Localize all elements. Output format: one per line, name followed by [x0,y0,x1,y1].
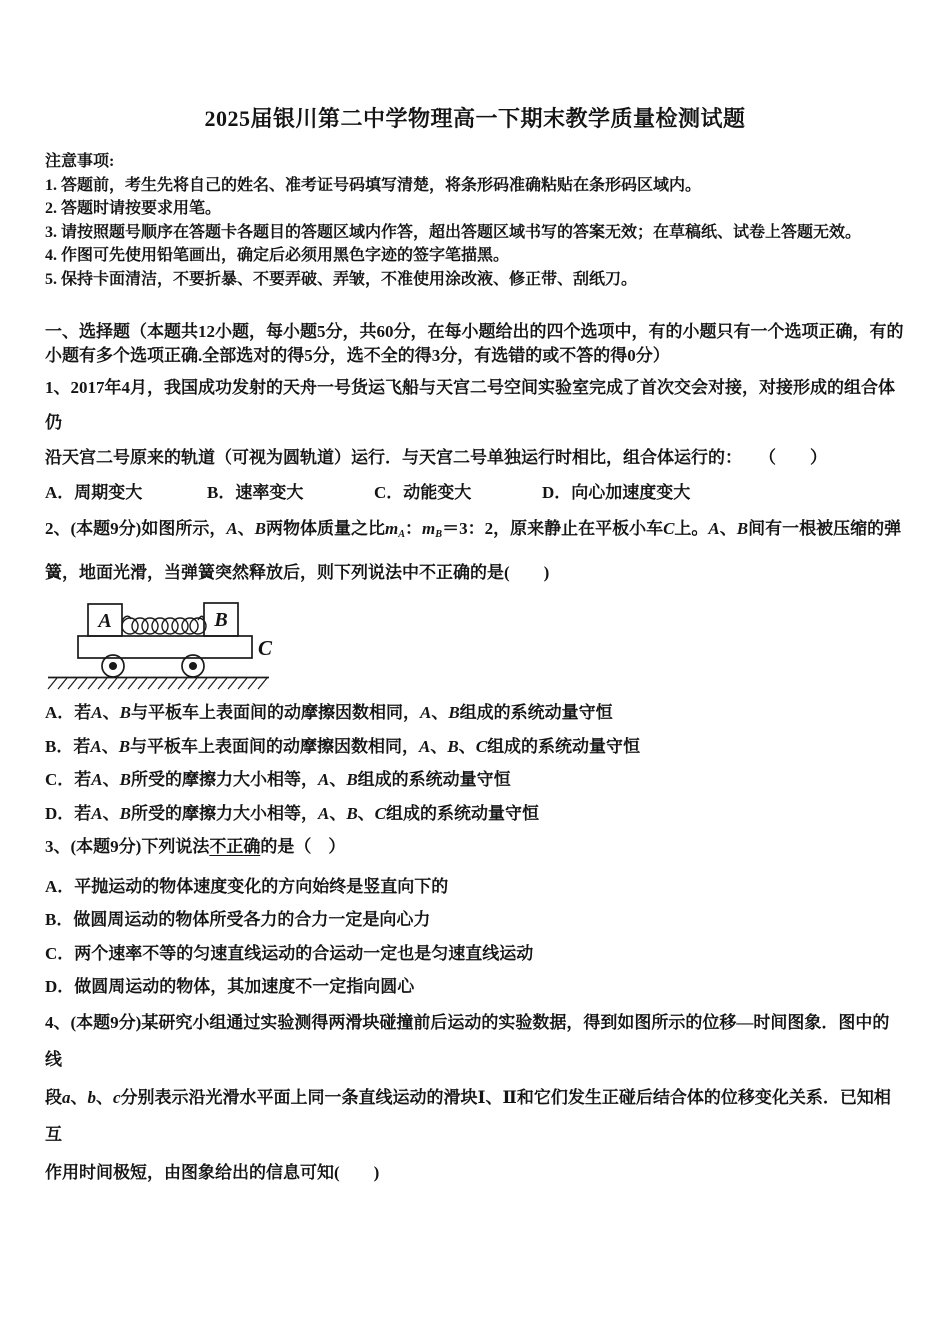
q2-option-b: B．若A、B与平板车上表面间的动摩擦因数相同，A、B、C组成的系统动量守恒 [45,736,641,756]
notice-item-5: 5. 保持卡面清洁，不要折暴、不要弄破、弄皱，不准使用涂改液、修正带、刮纸刀。 [45,270,638,288]
q4-text-line-2: 段a、b、c分别表示沿光滑水平面上同一条直线运动的滑块Ⅰ、Ⅱ和它们发生正碰后结合体的位移变化关系．已知相互 [45,1087,891,1145]
q2-option-a: A．若A、B与平板车上表面间的动摩擦因数相同，A、B组成的系统动量守恒 [45,703,613,723]
q3-option-d: D．做圆周运动的物体，其加速度不一定指向圆心 [45,977,415,997]
question-3 [45,830,905,1004]
q1-text-line-1: 1、2017年4月，我国成功发射的天舟一号货运飞船与天宫二号空间实验室完成了首次交会对接，对接形成的组合体仍 [45,378,895,432]
cart-body [78,636,252,658]
q2-options [45,696,905,830]
q3-option-a: A．平抛运动的物体速度变化的方向始终是竖直向下的 [45,876,449,896]
page-title: 2025届银川第二中学物理高一下期末教学质量检测试题 [204,106,746,131]
cart-c-label: C [258,636,273,661]
q2-option-c: C．若A、B所受的摩擦力大小相等，A、B组成的系统动量守恒 [45,770,511,790]
q3-option-b: B．做圆周运动的物体所受各力的合力一定是向心力 [45,910,431,930]
wheel-left-axle [110,663,116,669]
cart-spring-diagram [45,596,285,692]
notice-item-3: 3. 请按照题号顺序在答题卡各题目的答题区域内作答，超出答题区域书写的答案无效；在草稿纸、试卷上答题无效。 [45,223,862,241]
q2-option-d: D．若A、B所受的摩擦力大小相等，A、B、C组成的系统动量守恒 [45,803,539,823]
section-heading-line-1: 一、选择题（本题共12小题，每小题5分，共60分，在每小题给出的四个选项中，有的小题只有一个选项正确，有的 [45,322,904,341]
wheel-right-axle [190,663,196,669]
q4-text-line-3: 作用时间极短，由图象给出的信息可知( ) [45,1162,380,1182]
ground-hatching [48,678,267,689]
q1-option-a: A．周期变大 [45,483,143,502]
q2-figure [45,596,905,692]
spring-coil [122,616,206,634]
q3-options [45,870,905,1004]
q2-text-line-1: 2、(本题9分)如图所示，A、B两物体质量之比mA：mB＝3：2，原来静止在平板小车C上。A、B间有一根被压缩的弹 [45,519,902,541]
notice-section [45,150,905,291]
q3-option-c: C．两个速率不等的匀速直线运动的合运动一定也是匀速直线运动 [45,943,534,963]
section-heading-line-2: 小题有多个选项正确.全部选对的得5分，选不全的得3分，有选错的或不答的得0分） [45,346,670,365]
q1-text-line-2: 沿天宫二号原来的轨道（可视为圆轨道）运行．与天宫二号单独运行时相比，组合体运行的： （ ） [45,448,827,467]
q3-text: 3、(本题9分)下列说法不正确的是（ ） [45,837,346,857]
question-1 [45,370,905,510]
notice-item-4: 4. 作图可先使用铅笔画出，确定后必须用黑色字迹的签字笔描黑。 [45,247,510,264]
block-a-label: A [98,610,112,633]
notice-item-1: 1. 答题前，考生先将自己的姓名、准考证号码填写清楚，将条形码准确粘贴在条形码区域内。 [45,176,702,194]
q4-text-line-1: 4、(本题9分)某研究小组通过实验测得两滑块碰撞前后运动的实验数据，得到如图所示的位移—时间图象．图中的线 [45,1012,890,1070]
question-2 [45,510,905,830]
notice-item-2: 2. 答题时请按要求用笔。 [45,200,222,217]
q1-options-row [45,475,905,510]
q1-option-d: D．向心加速度变大 [542,483,691,502]
question-4 [45,1004,905,1192]
q1-option-c: C．动能变大 [374,483,472,502]
notice-heading: 注意事项: [45,153,115,170]
q1-option-b: B．速率变大 [207,483,304,502]
q2-text-line-2: 簧，地面光滑，当弹簧突然释放后，则下列说法中不正确的是( ) [45,563,550,583]
block-b-label: B [214,609,228,632]
section-one-heading [45,320,905,368]
